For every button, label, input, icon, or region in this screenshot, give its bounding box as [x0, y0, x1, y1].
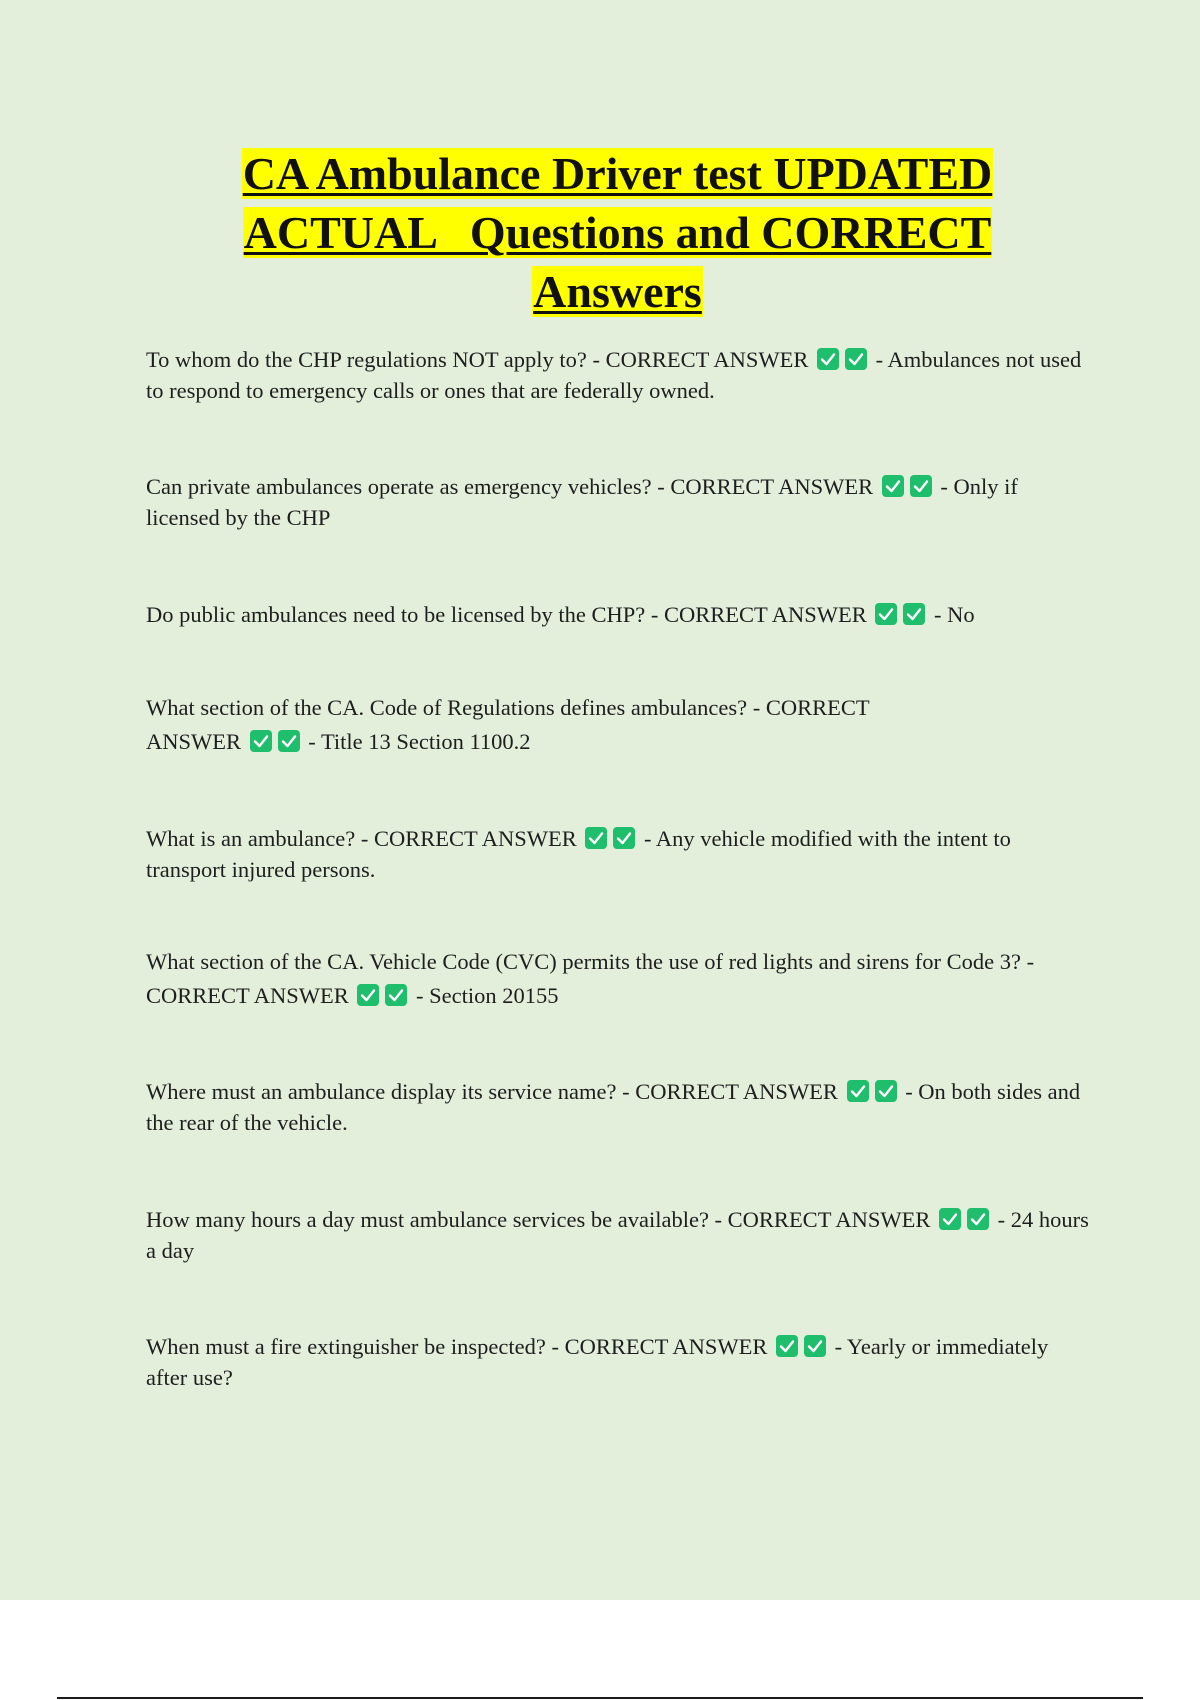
question-text: Do public ambulances need to be licensed by the CHP? - CORRECT ANSWER	[146, 602, 867, 627]
qa-item	[146, 471, 1091, 533]
check-mark-icon	[585, 827, 607, 849]
qa-item	[146, 344, 1091, 406]
check-mark-icon	[882, 475, 904, 497]
check-mark-icon	[278, 730, 300, 752]
check-mark-icon	[817, 348, 839, 370]
qa-item	[146, 945, 1091, 1013]
check-mark-icon	[847, 1080, 869, 1102]
question-text: What section of the CA. Vehicle Code (CVC) permits the use of red lights and sirens for Code 3? - CORRECT ANSWER	[146, 949, 1035, 1008]
qa-item	[146, 1204, 1091, 1266]
check-mark-icon	[939, 1208, 961, 1230]
answer-text: - Any vehicle modified with the intent to transport injured persons.	[146, 826, 1011, 882]
question-text: How many hours a day must ambulance services be available? - CORRECT ANSWER	[146, 1207, 931, 1232]
document-title	[150, 144, 1085, 321]
answer-text: - On both sides and the rear of the vehicle.	[146, 1079, 1081, 1135]
title-line-2: ACTUAL Questions and CORRECT	[243, 207, 992, 258]
check-mark-icon	[613, 827, 635, 849]
answer-text: - Section 20155	[416, 983, 559, 1008]
question-text: What is an ambulance? - CORRECT ANSWER	[146, 826, 577, 851]
check-mark-icon	[845, 348, 867, 370]
title-line-3: Answers	[533, 266, 702, 317]
check-mark-icon	[910, 475, 932, 497]
answer-text: - Only if licensed by the CHP	[146, 474, 1018, 530]
check-mark-icon	[385, 984, 407, 1006]
qa-item	[146, 691, 946, 759]
check-mark-icon	[903, 603, 925, 625]
qa-item	[146, 599, 1091, 630]
answer-text: - No	[933, 602, 975, 627]
check-mark-icon	[357, 984, 379, 1006]
check-mark-icon	[967, 1208, 989, 1230]
question-text: When must a fire extinguisher be inspected? - CORRECT ANSWER	[146, 1334, 768, 1359]
check-mark-icon	[776, 1335, 798, 1357]
question-text: Can private ambulances operate as emergency vehicles? - CORRECT ANSWER	[146, 474, 874, 499]
check-mark-icon	[875, 603, 897, 625]
qa-item	[146, 1076, 1091, 1138]
check-mark-icon	[250, 730, 272, 752]
question-text: To whom do the CHP regulations NOT apply to? - CORRECT ANSWER	[146, 347, 809, 372]
check-mark-icon	[804, 1335, 826, 1357]
answer-text: - 24 hours a day	[146, 1207, 1089, 1263]
qa-item	[146, 823, 1091, 885]
qa-item	[146, 1331, 1091, 1393]
answer-text: - Title 13 Section 1100.2	[308, 729, 531, 754]
answer-text: - Ambulances not used to respond to emergency calls or ones that are federally owned.	[146, 347, 1082, 403]
footer-divider	[57, 1697, 1143, 1699]
title-line-1: CA Ambulance Driver test UPDATED	[242, 148, 993, 199]
question-text: Where must an ambulance display its service name? - CORRECT ANSWER	[146, 1079, 838, 1104]
answer-text: - Yearly or immediately after use?	[146, 1334, 1049, 1390]
check-mark-icon	[875, 1080, 897, 1102]
question-text: What section of the CA. Code of Regulations defines ambulances? - CORRECT ANSWER	[146, 695, 870, 754]
